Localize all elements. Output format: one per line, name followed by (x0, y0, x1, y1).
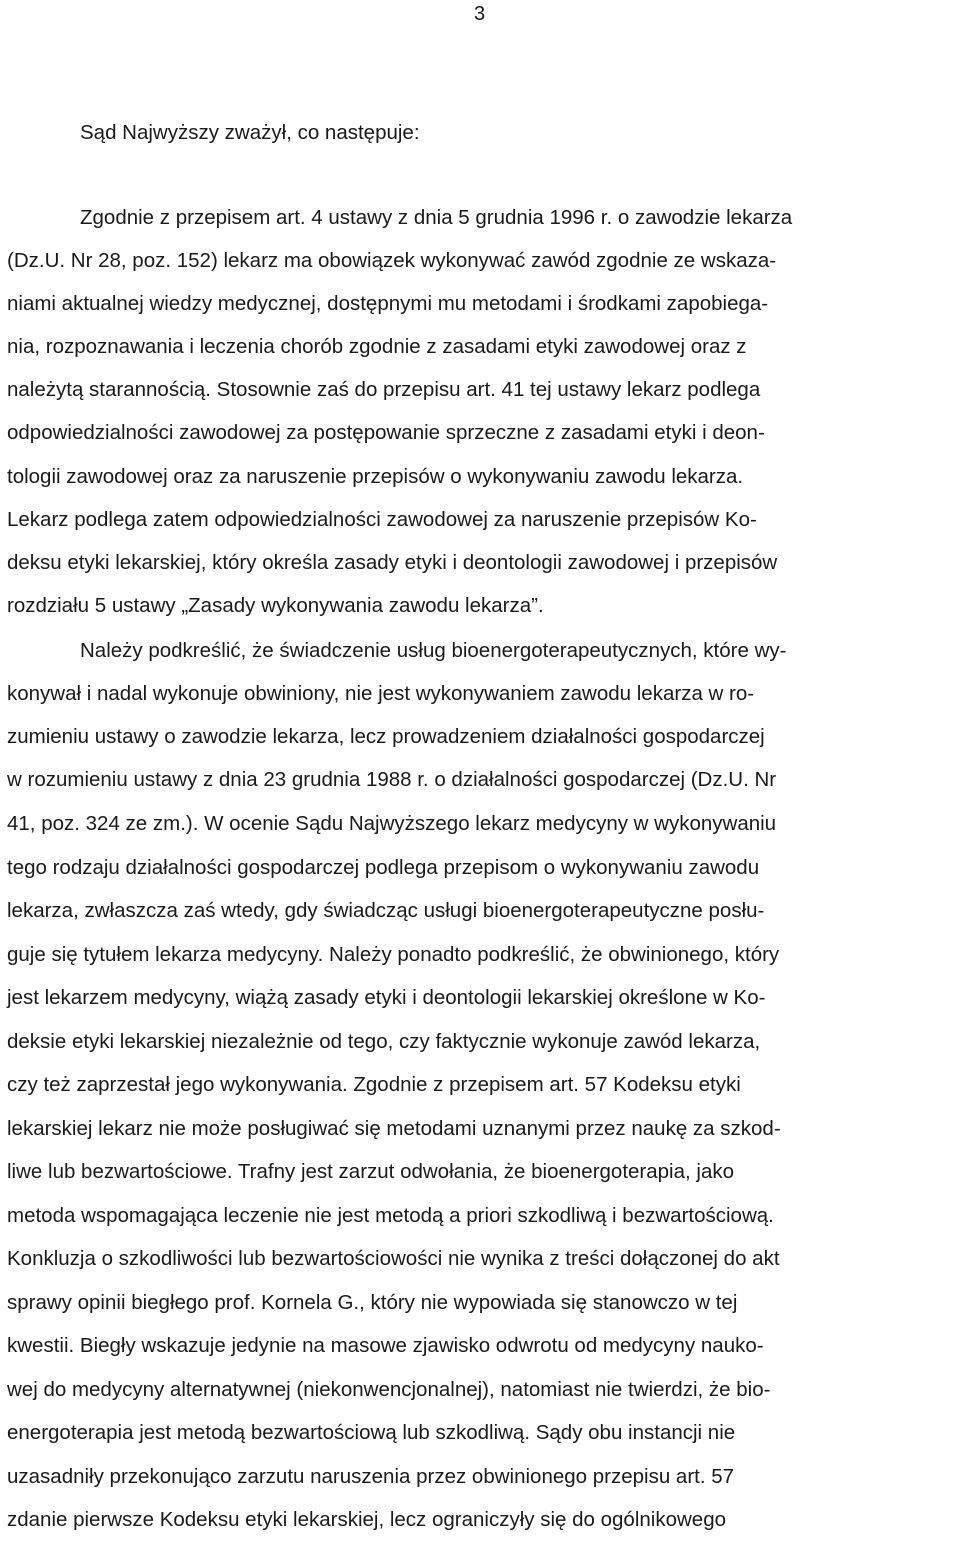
text-line: czy też zaprzestał jego wykonywania. Zgodnie z przepisem art. 57 Kodeksu etyki (7, 1073, 741, 1096)
text-line: lekarza, zwłaszcza zaś wtedy, gdy świadcząc usługi bioenergoterapeutyczne posłu- (7, 899, 765, 922)
text-line: deksu etyki lekarskiej, który określa zasady etyki i deontologii zawodowej i przepisów (7, 551, 778, 574)
text-line: Należy podkreślić, że świadczenie usług bioenergoterapeutycznych, które wy- (80, 639, 787, 662)
page-number: 3 (474, 3, 486, 25)
text-line: należytą starannością. Stosownie zaś do przepisu art. 41 tej ustawy lekarz podlega (7, 378, 761, 401)
text-line: wej do medycyny alternatywnej (niekonwencjonalnej), natomiast nie twierdzi, że bio- (7, 1378, 771, 1401)
text-line: konywał i nadal wykonuje obwiniony, nie jest wykonywaniem zawodu lekarza w ro- (7, 682, 755, 705)
text-line: zdanie pierwsze Kodeksu etyki lekarskiej, lecz ograniczyły się do ogólnikowego (7, 1508, 727, 1531)
text-line: liwe lub bezwartościowe. Trafny jest zarzut odwołania, że bioenergoterapia, jako (7, 1160, 734, 1183)
text-line: energoterapia jest metodą bezwartościową lub szkodliwą. Sądy obu instancji nie (7, 1421, 736, 1444)
text-line: tego rodzaju działalności gospodarczej podlega przepisom o wykonywaniu zawodu (7, 856, 760, 879)
text-line: niami aktualnej wiedzy medycznej, dostępnymi mu metodami i środkami zapobiega- (7, 292, 769, 315)
text-line: nia, rozpoznawania i leczenia chorób zgodnie z zasadami etyki zawodowej oraz z (7, 335, 747, 358)
text-line: odpowiedzialności zawodowej za postępowanie sprzeczne z zasadami etyki i deon- (7, 421, 765, 444)
text-line: metoda wspomagająca leczenie nie jest metodą a priori szkodliwą i bezwartościową. (7, 1204, 774, 1227)
text-line: Lekarz podlega zatem odpowiedzialności zawodowej za naruszenie przepisów Ko- (7, 508, 757, 531)
text-line: guje się tytułem lekarza medycyny. Należy ponadto podkreślić, że obwinionego, który (7, 943, 780, 966)
section-heading: Sąd Najwyższy zważył, co następuje: (80, 121, 420, 144)
text-line: rozdziału 5 ustawy „Zasady wykonywania zawodu lekarza”. (7, 594, 544, 617)
text-line: jest lekarzem medycyny, wiążą zasady etyki i deontologii lekarskiej określone w Ko- (7, 986, 766, 1009)
text-line: lekarskiej lekarz nie może posługiwać się metodami uznanymi przez naukę za szkod- (7, 1117, 781, 1140)
text-line: kwestii. Biegły wskazuje jedynie na masowe zjawisko odwrotu od medycyny nauko- (7, 1334, 764, 1357)
text-line: tologii zawodowej oraz za naruszenie przepisów o wykonywaniu zawodu lekarza. (7, 465, 744, 488)
text-line: zumieniu ustawy o zawodzie lekarza, lecz prowadzeniem działalności gospodarczej (7, 725, 765, 748)
text-line: 41, poz. 324 ze zm.). W ocenie Sądu Najwyższego lekarz medycyny w wykonywaniu (7, 812, 777, 835)
text-line: sprawy opinii biegłego prof. Kornela G., który nie wypowiada się stanowczo w tej (7, 1291, 738, 1314)
text-line: Konkluzja o szkodliwości lub bezwartościowości nie wynika z treści dołączonej do akt (7, 1247, 780, 1270)
text-line: w rozumieniu ustawy z dnia 23 grudnia 1988 r. o działalności gospodarczej (Dz.U. Nr (7, 768, 777, 791)
text-line: deksie etyki lekarskiej niezależnie od tego, czy faktycznie wykonuje zawód lekarza, (7, 1030, 761, 1053)
text-line: uzasadniły przekonująco zarzutu naruszenia przez obwinionego przepisu art. 57 (7, 1465, 735, 1488)
text-line: (Dz.U. Nr 28, poz. 152) lekarz ma obowiązek wykonywać zawód zgodnie ze wskaza- (7, 249, 777, 272)
text-line: Zgodnie z przepisem art. 4 ustawy z dnia 5 grudnia 1996 r. o zawodzie lekarza (80, 206, 793, 229)
